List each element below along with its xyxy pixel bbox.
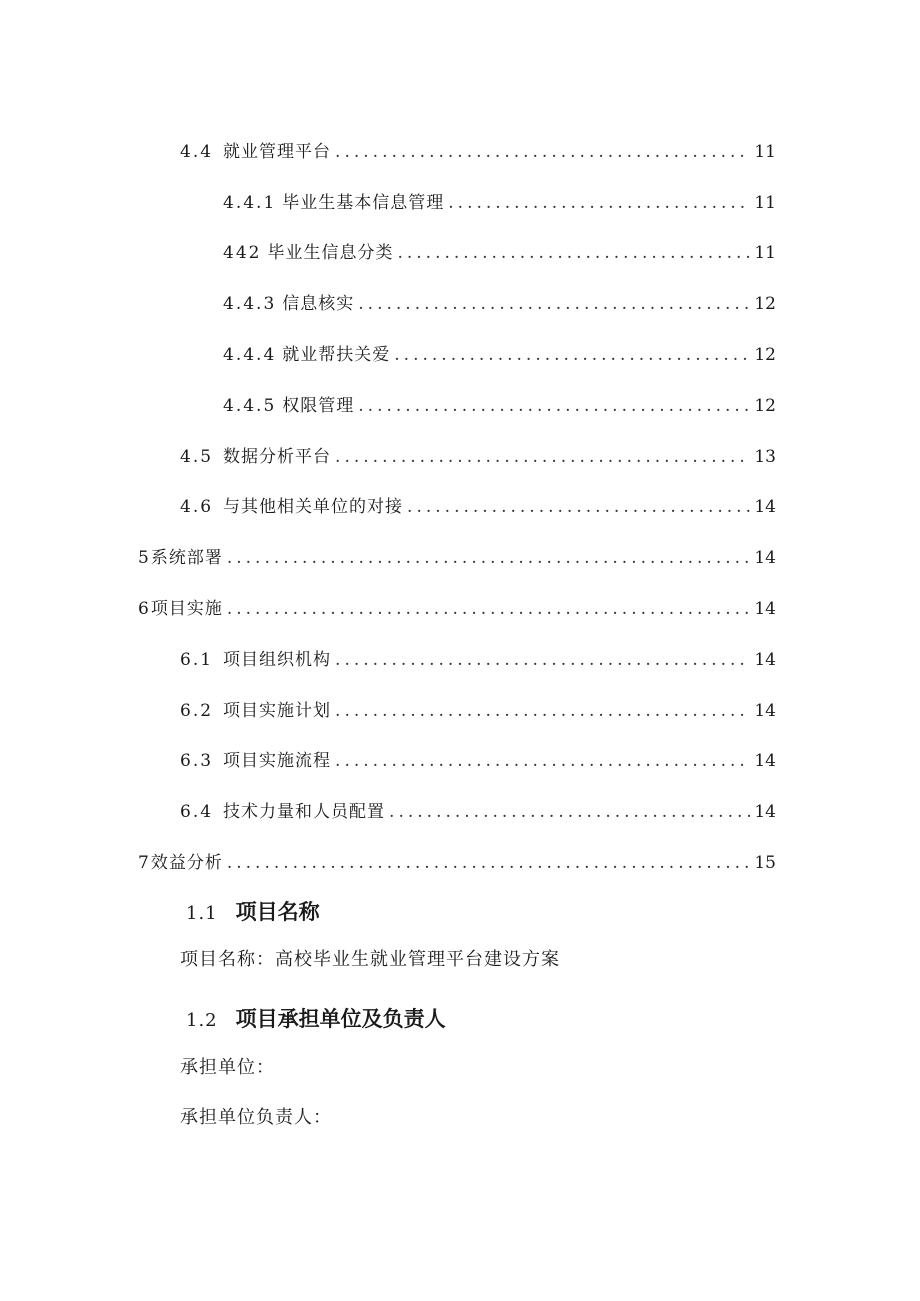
toc-leader-dots bbox=[335, 751, 750, 771]
toc-entry[interactable] bbox=[0, 480, 920, 531]
toc-entry-number: 4.4.5 bbox=[223, 395, 277, 416]
toc-entry-title: 项目组织机构 bbox=[223, 649, 332, 670]
toc-entry-page: 11 bbox=[754, 243, 776, 264]
toc-leader-dots bbox=[358, 294, 750, 314]
toc-entry-page: 14 bbox=[754, 700, 776, 721]
section-heading-undertaking-unit bbox=[186, 1003, 446, 1033]
toc-entry-title: 项目实施计划 bbox=[223, 700, 332, 721]
toc-entry-number: 4.5 bbox=[180, 446, 214, 467]
toc-leader-dots bbox=[335, 701, 750, 721]
toc-entry-page: 13 bbox=[754, 446, 776, 467]
toc-entry-number: 4.4.4 bbox=[223, 345, 277, 366]
table-of-contents bbox=[0, 124, 920, 886]
toc-entry-page: 14 bbox=[754, 751, 776, 772]
section-title: 项目承担单位及负责人 bbox=[235, 1007, 446, 1031]
toc-entry[interactable] bbox=[0, 734, 920, 785]
toc-entry-title: 毕业生信息分类 bbox=[267, 243, 394, 264]
toc-entry-number: 6.1 bbox=[180, 649, 214, 670]
toc-entry-title: 毕业生基本信息管理 bbox=[282, 192, 445, 213]
toc-leader-dots bbox=[448, 193, 750, 213]
toc-entry-title: 技术力量和人员配置 bbox=[223, 802, 386, 823]
toc-leader-dots bbox=[358, 396, 750, 416]
toc-entry-title: 项目实施 bbox=[150, 599, 223, 620]
section-number: 1.2 bbox=[186, 1010, 218, 1031]
toc-leader-dots bbox=[335, 650, 750, 670]
toc-leader-dots bbox=[394, 345, 750, 365]
toc-entry[interactable] bbox=[0, 429, 920, 480]
toc-entry-title: 与其他相关单位的对接 bbox=[223, 497, 404, 518]
toc-entry-page: 11 bbox=[754, 192, 776, 213]
toc-entry-title: 权限管理 bbox=[282, 395, 355, 416]
toc-entry-page: 14 bbox=[754, 548, 776, 569]
toc-entry-number: 6.3 bbox=[180, 751, 214, 772]
toc-entry-number: 442 bbox=[223, 243, 262, 264]
toc-entry-page: 14 bbox=[754, 802, 776, 823]
toc-entry[interactable] bbox=[0, 835, 920, 886]
section-title: 项目名称 bbox=[235, 900, 320, 924]
toc-entry[interactable] bbox=[0, 581, 920, 632]
toc-entry[interactable] bbox=[0, 175, 920, 226]
toc-entry[interactable] bbox=[0, 632, 920, 683]
toc-entry-page: 12 bbox=[754, 345, 776, 366]
toc-entry-number: 4.4 bbox=[180, 141, 214, 162]
toc-entry[interactable] bbox=[0, 327, 920, 378]
toc-entry-number: 5 bbox=[138, 548, 149, 569]
toc-entry-number: 6.2 bbox=[180, 700, 214, 721]
toc-entry[interactable] bbox=[0, 683, 920, 734]
toc-leader-dots bbox=[227, 853, 751, 873]
toc-entry-page: 14 bbox=[754, 649, 776, 670]
toc-entry-title: 系统部署 bbox=[150, 548, 223, 569]
toc-entry-page: 15 bbox=[754, 853, 776, 874]
unit-leader-text: 承担单位负责人： bbox=[180, 1107, 332, 1128]
section-heading-project-name bbox=[186, 896, 320, 926]
undertaking-unit-text: 承担单位： bbox=[180, 1057, 275, 1078]
project-name-text: 项目名称：高校毕业生就业管理平台建设方案 bbox=[180, 949, 560, 970]
toc-entry-page: 12 bbox=[754, 395, 776, 416]
toc-entry-page: 14 bbox=[754, 497, 776, 518]
toc-entry-title: 项目实施流程 bbox=[223, 751, 332, 772]
toc-entry[interactable] bbox=[0, 124, 920, 175]
toc-entry-number: 7 bbox=[138, 853, 149, 874]
toc-entry-page: 14 bbox=[754, 599, 776, 620]
toc-entry-number: 4.6 bbox=[180, 497, 214, 518]
toc-entry-title: 信息核实 bbox=[282, 294, 355, 315]
toc-entry-number: 4.4.3 bbox=[223, 294, 277, 315]
toc-entry-title: 就业帮扶关爱 bbox=[282, 345, 391, 366]
toc-entry[interactable] bbox=[0, 378, 920, 429]
toc-entry-number: 6.4 bbox=[180, 802, 214, 823]
toc-leader-dots bbox=[335, 447, 750, 467]
toc-entry[interactable] bbox=[0, 276, 920, 327]
toc-leader-dots bbox=[227, 548, 751, 568]
toc-leader-dots bbox=[389, 802, 750, 822]
toc-entry-number: 6 bbox=[138, 599, 149, 620]
toc-leader-dots bbox=[407, 497, 750, 517]
toc-entry[interactable] bbox=[0, 226, 920, 277]
toc-leader-dots bbox=[397, 243, 750, 263]
toc-entry-title: 就业管理平台 bbox=[223, 141, 332, 162]
toc-entry[interactable] bbox=[0, 530, 920, 581]
toc-leader-dots bbox=[335, 142, 750, 162]
toc-entry-title: 效益分析 bbox=[150, 853, 223, 874]
toc-entry-page: 11 bbox=[754, 141, 776, 162]
toc-entry-title: 数据分析平台 bbox=[223, 446, 332, 467]
toc-entry[interactable] bbox=[0, 784, 920, 835]
toc-entry-page: 12 bbox=[754, 294, 776, 315]
section-number: 1.1 bbox=[186, 903, 218, 924]
toc-entry-number: 4.4.1 bbox=[223, 192, 277, 213]
toc-leader-dots bbox=[227, 599, 751, 619]
